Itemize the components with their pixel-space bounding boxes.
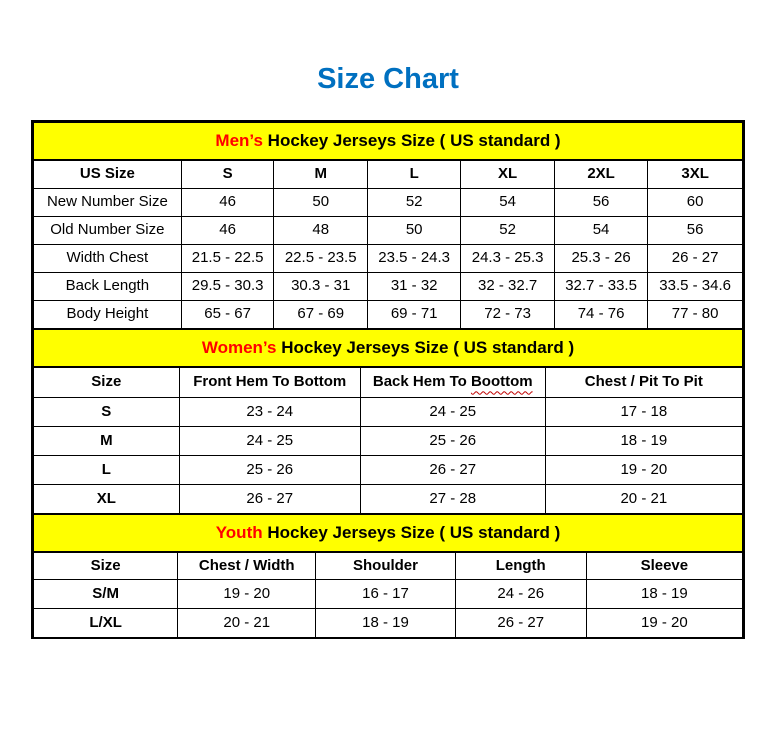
- column-header-text: Back Hem To: [372, 373, 471, 391]
- column-header-cell: M: [274, 161, 367, 188]
- value-cell: 26 - 27: [648, 244, 742, 272]
- value-cell: 32 - 32.7: [461, 272, 554, 300]
- mens-header-text: Hockey Jerseys Size ( US standard ): [262, 131, 561, 150]
- table-row: [34, 484, 742, 513]
- value-cell: 22.5 - 23.5: [274, 244, 367, 272]
- youth-size-table: [34, 553, 742, 637]
- value-cell: 25.3 - 26: [554, 244, 647, 272]
- row-label-cell: Back Length: [34, 272, 181, 300]
- womens-column-header-row: [34, 368, 742, 397]
- value-cell: 27 - 28: [360, 484, 545, 513]
- value-cell: 60: [648, 188, 742, 216]
- value-cell: 23.5 - 24.3: [367, 244, 460, 272]
- size-chart-page: [0, 62, 776, 639]
- column-header-cell: [360, 368, 545, 397]
- value-cell: 74 - 76: [554, 300, 647, 328]
- youth-accent-label: Youth: [215, 523, 263, 542]
- mens-accent-label: Men’s: [215, 131, 263, 150]
- row-label-cell: L/XL: [34, 608, 178, 637]
- value-cell: 17 - 18: [545, 397, 742, 426]
- womens-section-header: [34, 328, 742, 368]
- value-cell: 19 - 20: [545, 455, 742, 484]
- value-cell: 20 - 21: [178, 608, 316, 637]
- value-cell: 25 - 26: [179, 455, 360, 484]
- value-cell: 31 - 32: [367, 272, 460, 300]
- value-cell: 56: [554, 188, 647, 216]
- table-row: [34, 272, 742, 300]
- column-header-cell: 2XL: [554, 161, 647, 188]
- value-cell: 69 - 71: [367, 300, 460, 328]
- row-label-cell: Body Height: [34, 300, 181, 328]
- value-cell: 77 - 80: [648, 300, 742, 328]
- value-cell: 18 - 19: [316, 608, 455, 637]
- youth-column-header-row: [34, 553, 742, 579]
- value-cell: 52: [367, 188, 460, 216]
- value-cell: 19 - 20: [178, 579, 316, 608]
- value-cell: 54: [554, 216, 647, 244]
- youth-section-header: [34, 513, 742, 553]
- table-row: [34, 397, 742, 426]
- value-cell: 24 - 26: [455, 579, 586, 608]
- value-cell: 21.5 - 22.5: [181, 244, 274, 272]
- value-cell: 30.3 - 31: [274, 272, 367, 300]
- size-chart-container: [31, 120, 745, 639]
- value-cell: 67 - 69: [274, 300, 367, 328]
- value-cell: 20 - 21: [545, 484, 742, 513]
- value-cell: 50: [367, 216, 460, 244]
- value-cell: 19 - 20: [586, 608, 742, 637]
- value-cell: 24.3 - 25.3: [461, 244, 554, 272]
- value-cell: 16 - 17: [316, 579, 455, 608]
- value-cell: 56: [648, 216, 742, 244]
- value-cell: 46: [181, 188, 274, 216]
- value-cell: 72 - 73: [461, 300, 554, 328]
- column-header-cell: 3XL: [648, 161, 742, 188]
- value-cell: 54: [461, 188, 554, 216]
- row-label-cell: Width Chest: [34, 244, 181, 272]
- value-cell: 23 - 24: [179, 397, 360, 426]
- table-row: [34, 188, 742, 216]
- column-header-cell: Size: [34, 553, 178, 579]
- value-cell: 26 - 27: [360, 455, 545, 484]
- misspelled-word-with-squiggle: Boottom: [470, 373, 533, 391]
- value-cell: 18 - 19: [545, 426, 742, 455]
- value-cell: 18 - 19: [586, 579, 742, 608]
- value-cell: 26 - 27: [179, 484, 360, 513]
- value-cell: 24 - 25: [179, 426, 360, 455]
- column-header-cell: XL: [461, 161, 554, 188]
- column-header-cell: Size: [34, 368, 179, 397]
- value-cell: 29.5 - 30.3: [181, 272, 274, 300]
- womens-accent-label: Women’s: [201, 338, 277, 357]
- value-cell: 52: [461, 216, 554, 244]
- value-cell: 65 - 67: [181, 300, 274, 328]
- column-header-cell: Chest / Pit To Pit: [545, 368, 742, 397]
- row-label-cell: XL: [34, 484, 179, 513]
- table-row: [34, 426, 742, 455]
- value-cell: 24 - 25: [360, 397, 545, 426]
- column-header-cell: S: [181, 161, 274, 188]
- value-cell: 32.7 - 33.5: [554, 272, 647, 300]
- mens-section-header: [34, 123, 742, 161]
- row-label-cell: S: [34, 397, 179, 426]
- row-label-cell: M: [34, 426, 179, 455]
- column-header-cell: Chest / Width: [178, 553, 316, 579]
- column-header-cell: Sleeve: [586, 553, 742, 579]
- row-label-cell: New Number Size: [34, 188, 181, 216]
- youth-header-text: Hockey Jerseys Size ( US standard ): [262, 523, 561, 542]
- table-row: [34, 608, 742, 637]
- column-header-cell: Front Hem To Bottom: [179, 368, 360, 397]
- womens-header-text: Hockey Jerseys Size ( US standard ): [276, 338, 575, 357]
- column-header-cell: Shoulder: [316, 553, 455, 579]
- row-label-cell: L: [34, 455, 179, 484]
- column-header-cell: L: [367, 161, 460, 188]
- value-cell: 25 - 26: [360, 426, 545, 455]
- womens-size-table: [34, 368, 742, 513]
- mens-size-table: [34, 161, 742, 328]
- page-title: Size Chart: [317, 63, 459, 95]
- column-header-cell: Length: [455, 553, 586, 579]
- column-header-cell: US Size: [34, 161, 181, 188]
- mens-column-header-row: [34, 161, 742, 188]
- table-row: [34, 216, 742, 244]
- value-cell: 33.5 - 34.6: [648, 272, 742, 300]
- table-row: [34, 455, 742, 484]
- value-cell: 50: [274, 188, 367, 216]
- row-label-cell: Old Number Size: [34, 216, 181, 244]
- table-row: [34, 300, 742, 328]
- table-row: [34, 579, 742, 608]
- value-cell: 48: [274, 216, 367, 244]
- value-cell: 46: [181, 216, 274, 244]
- table-row: [34, 244, 742, 272]
- value-cell: 26 - 27: [455, 608, 586, 637]
- row-label-cell: S/M: [34, 579, 178, 608]
